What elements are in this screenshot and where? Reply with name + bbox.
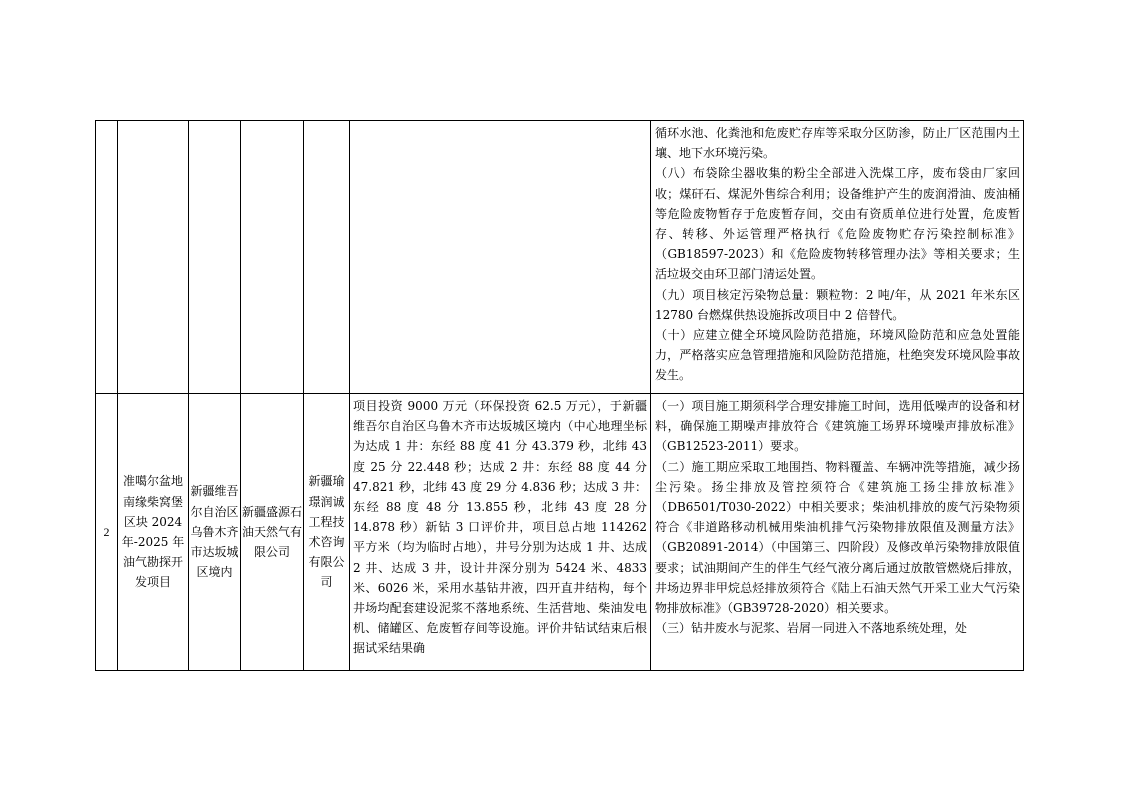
- construction-unit: 新疆盛源石油天然气有限公司: [241, 394, 304, 671]
- requirement-item: （十）应建立健全环境风险防范措施，环境风险防范和应急处置能力，严格落实应急管理措施和风险防范措施，杜绝突发环境风险事故发生。: [655, 328, 1020, 383]
- eia-agency: 新疆瑜璟润诚工程技术咨询有限公司: [304, 394, 350, 671]
- builder-cell: [241, 121, 304, 394]
- requirements-cell: [651, 394, 1024, 671]
- project-description: 项目投资 9000 万元（环保投资 62.5 万元），于新疆维吾尔自治区乌鲁木齐市达坂城区境内（中心地理坐标为达成 1 井：东经 88 度 41 分 43.379 秒，北纬 43 度 25 分 22.448 秒；达成 2 井：东经 88 度 44 分 47.821 秒，北纬 43 度 29 分 4.836 秒；达成 3 井：东经 88 度 48 分 13.855 秒，北纬 43 度 28 分 14.878 秒）新钻 3 口评价井，项目总占地 114262 平方米（均为临时占地），井号分别为达成 1 井、达成 2 井、达成 3 井，设计井深分别为 5424 米、4833 米、6026 米，采用水基钻井液，四开直井结构，每个井场均配套建设泥浆不落地系统、生活营地、柴油发电机、储罐区、危废暂存间等设施。评价井钻试结束后根据试采结果确: [350, 394, 651, 671]
- requirement-item: 循环水池、化粪池和危废贮存库等采取分区防渗，防止厂区范围内土壤、地下水环境污染。: [655, 126, 1020, 161]
- row-number: 2: [96, 394, 118, 671]
- location-cell: [189, 121, 241, 394]
- project-location: 新疆维吾尔自治区乌鲁木齐市达坂城区境内: [189, 394, 241, 671]
- number-cell: [96, 121, 118, 394]
- requirement-item: （八）布袋除尘器收集的粉尘全部进入洗煤工序，废布袋由厂家回收；煤矸石、煤泥外售综合利用；设备维护产生的废润滑油、废油桶等危险废物暂存于危废暂存间，交由有资质单位进行处置，危废暂存、转移、外运管理严格执行《危险废物贮存污染控制标准》（GB18597-2023）和《危险废物转移管理办法》等相关要求；生活垃圾交由环卫部门清运处置。: [655, 166, 1020, 282]
- eia-agency-cell: [304, 121, 350, 394]
- approval-table: [95, 120, 1024, 671]
- requirement-item: （九）项目核定污染物总量：颗粒物：2 吨/年，从 2021 年米东区 12780 台燃煤供热设施拆改项目中 2 倍替代。: [655, 287, 1020, 322]
- table-row: [96, 121, 1024, 394]
- table-row: [96, 394, 1024, 671]
- description-cell: [350, 121, 651, 394]
- requirements-cell: [651, 121, 1024, 394]
- project-name-cell: [118, 121, 189, 394]
- requirement-item: （三）钻井废水与泥浆、岩屑一同进入不落地系统处理，处: [655, 621, 968, 636]
- requirement-item: （一）项目施工期须科学合理安排施工时间，选用低噪声的设备和材料，确保施工期噪声排放符合《建筑施工场界环境噪声排放标准》（GB12523-2011）要求。: [655, 399, 1020, 454]
- project-name: 准噶尔盆地南缘柴窝堡区块 2024 年-2025 年油气勘探开发项目: [118, 394, 189, 671]
- requirement-item: （二）施工期应采取工地围挡、物料覆盖、车辆冲洗等措施，减少扬尘污染。扬尘排放及管控须符合《建筑施工扬尘排放标准》（DB6501/T030-2022）中相关要求；柴油机排放的废气污染物须符合《非道路移动机械用柴油机排气污染物排放限值及测量方法》（GB20891-2014）（中国第三、四阶段）及修改单污染物排放限值要求；试油期间产生的伴生气经气液分离后通过放散管燃烧后排放，井场边界非甲烷总烃排放须符合《陆上石油天然气开采工业大气污染物排放标准》（GB39728-2020）相关要求。: [655, 459, 1020, 616]
